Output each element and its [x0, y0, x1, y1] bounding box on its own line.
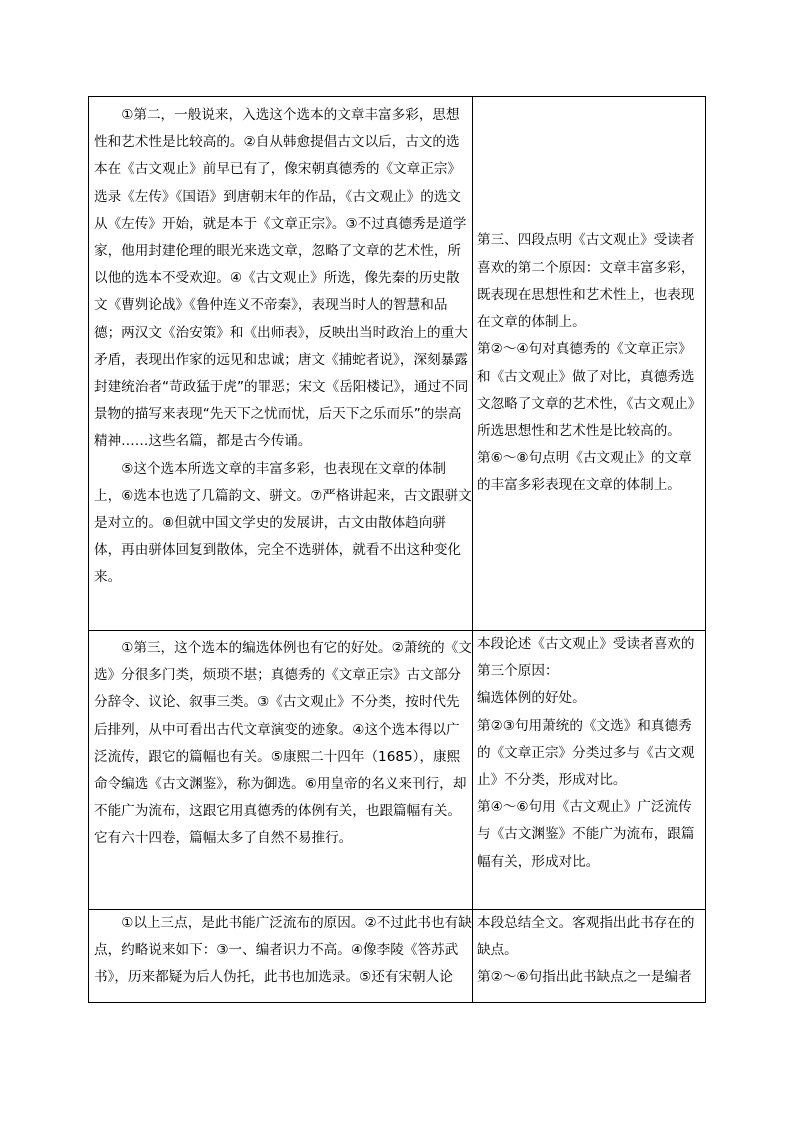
table-row: [89, 631, 706, 910]
table-row: [89, 97, 706, 631]
annotation-cell: [473, 910, 706, 1003]
annotation-line: 第⑥～⑧句点明《古文观止》的文章的丰富多彩表现在文章的体制上。: [477, 450, 692, 494]
annotation-line: 第②③句用萧统的《文选》和真德秀的《文章正宗》分类过多与《古文观止》不分类，形成对比。: [477, 717, 695, 789]
annotation-line: 本段总结全文。客观指出此书存在的缺点。: [477, 915, 695, 959]
annotation-line: 本段论述《古文观止》受读者喜欢的第三个原因：: [477, 636, 695, 680]
annotation-line: 第②～④句对真德秀的《文章正宗》和《古文观止》做了对比，真德秀选文忽略了文章的艺术性，《古文观止》所选思想性和艺术性是比较高的。: [477, 341, 695, 439]
annotation-line: 第②～⑥句指出此书缺点之一是编者: [477, 969, 692, 986]
table-row: [89, 910, 706, 1003]
annotation-cell: [473, 97, 706, 631]
paragraph: ①以上三点，是此书能广泛流布的原因。②不过此书也有缺点，约略说来如下：③一、编者识力不高。④像李陵《答苏武书》，历来都疑为后人伪托，此书也加选录。⑤还有宋朝人论: [94, 915, 472, 986]
annotation-line: 编选体例的好处。: [477, 690, 586, 707]
paragraph: ①第三，这个选本的编选体例也有它的好处。②萧统的《文选》分很多门类，烦琐不堪；真德秀的《文章正宗》古文部分分辞令、议论、叙事三类。③《古文观止》不分类，按时代先后排列，从中可看出古代文章演变的迹象。④这个选本得以广泛流传，跟它的篇幅也有关。⑤康熙二十四年（1685），康熙命令编选《古文渊鉴》，称为御选。⑥用皇帝的名义来刊行，却不能广为流布，这跟它用真德秀的体例有关，也跟篇幅有关。它有六十四卷，篇幅太多了自然不易推行。: [94, 640, 472, 847]
source-text-cell: [89, 97, 473, 631]
annotation-line: 第三、四段点明《古文观止》受读者喜欢的第二个原因：文章丰富多彩，既表现在思想性和艺术性上，也表现在文章的体制上。: [477, 232, 695, 331]
source-text-cell: [89, 910, 473, 1003]
annotation-line: 第④～⑥句用《古文观止》广泛流传与《古文渊鉴》不能广为流布，跟篇幅有关，形成对比。: [477, 799, 695, 870]
paragraph: ⑤这个选本所选文章的丰富多彩，也表现在文章的体制上，⑥选本也选了几篇韵文、骈文。⑦严格讲起来，古文跟骈文是对立的。⑧但就中国文学史的发展讲，古文由散体趋向骈体，再由骈体回复到散体，完全不选骈体，就看不出这种变化来。: [94, 460, 472, 586]
analysis-table: [88, 96, 706, 1003]
source-text-cell: [89, 631, 473, 910]
paragraph: ①第二，一般说来，入选这个选本的文章丰富多彩，思想性和艺术性是比较高的。②自从韩愈提倡古文以后，古文的选本在《古文观止》前早已有了，像宋朝真德秀的《文章正宗》选录《左传》《国语》到唐朝末年的作品，《古文观止》的选文从《左传》开始，就是本于《文章正宗》。③不过真德秀是道学家，他用封建伦理的眼光来选文章，忽略了文章的艺术性，所以他的选本不受欢迎。④《古文观止》所选，像先秦的历史散文《曹刿论战》《鲁仲连义不帝秦》，表现当时人的智慧和品德；两汉文《治安策》和《出师表》，反映出当时政治上的重大矛盾，表现出作家的远见和忠诚；唐文《捕蛇者说》，深刻暴露封建统治者“苛政猛于虎”的罪恶；宋文《岳阳楼记》，通过不同景物的描写来表现“先天下之忧而忧，后天下之乐而乐”的崇高精神……这些名篇，都是古今传诵。: [94, 107, 469, 450]
annotation-cell: [473, 631, 706, 910]
